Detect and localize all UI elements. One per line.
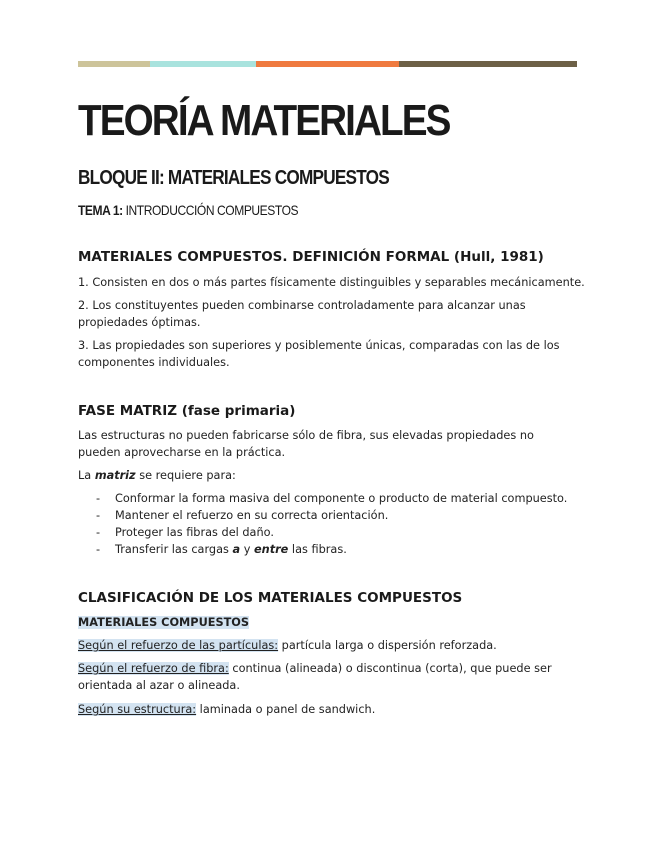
color-bar-segment-tan — [78, 61, 150, 67]
section-heading-classification: CLASIFICACIÓN DE LOS MATERIALES COMPUESTOS — [78, 590, 463, 606]
bullet-em-a: a — [232, 543, 241, 556]
classification-row-structure — [78, 701, 578, 718]
bullet-dash: - — [96, 492, 101, 505]
bullet-dash: - — [96, 526, 101, 539]
bullet-text: Proteger las fibras del daño. — [115, 526, 274, 539]
classification-subheading-text: MATERIALES COMPUESTOS — [78, 616, 250, 629]
list-item — [78, 524, 567, 541]
bullet-text-post: las fibras. — [288, 543, 347, 556]
classification-label-structure: Según su estructura: — [78, 703, 197, 716]
topic-text: INTRODUCCIÓN COMPUESTOS — [122, 202, 299, 218]
definition-item-1: 1. Consisten en dos o más partes físicamente distinguibles y separables mecánicamente. — [78, 276, 585, 289]
list-item — [78, 507, 567, 524]
classification-label-fiber: Según el refuerzo de fibra: — [78, 662, 229, 675]
matrix-requires-post: se requiere para: — [135, 469, 236, 482]
bullet-text: Mantener el refuerzo en su correcta orientación. — [115, 509, 389, 522]
color-bar-segment-brown — [399, 61, 577, 67]
matrix-requires — [78, 467, 578, 484]
topic-line — [78, 201, 298, 219]
color-bar-segment-aqua — [150, 61, 256, 67]
decorative-color-bar — [78, 61, 577, 67]
matrix-bullet-list — [78, 490, 567, 558]
definition-item-3: 3. Las propiedades son superiores y posiblemente únicas, comparadas con las de los componentes individuales. — [78, 339, 560, 369]
classification-row-fiber — [78, 660, 578, 694]
classification-row-particles — [78, 637, 578, 654]
bullet-text-mid: y — [240, 543, 254, 556]
definition-item-2: 2. Los constituyentes pueden combinarse controladamente para alcanzar unas propiedades óptimas. — [78, 299, 526, 329]
classification-subheading — [78, 614, 578, 631]
topic-label: TEMA 1: — [78, 202, 123, 218]
document-title: TEORÍA MATERIALES — [78, 96, 450, 145]
document-subtitle: BLOQUE II: MATERIALES COMPUESTOS — [78, 167, 389, 189]
section-heading-definition: MATERIALES COMPUESTOS. DEFINICIÓN FORMAL (Hull, 1981) — [78, 249, 544, 265]
list-item — [78, 541, 567, 558]
classification-text-particles: partícula larga o dispersión reforzada. — [278, 639, 497, 652]
bullet-dash: - — [96, 509, 101, 522]
classification-text-fiber: continua (alineada) o discontinua (corta), que puede ser orientada al azar o alineada. — [78, 662, 552, 692]
matrix-term: matriz — [94, 469, 136, 482]
list-item — [78, 490, 567, 507]
bullet-dash: - — [96, 543, 101, 556]
bullet-text: Conformar la forma masiva del componente o producto de material compuesto. — [115, 492, 568, 505]
matrix-intro: Las estructuras no pueden fabricarse sólo de fibra, sus elevadas propiedades no pueden aprovecharse en la práctica. — [78, 429, 534, 459]
classification-text-structure: laminada o panel de sandwich. — [196, 703, 376, 716]
bullet-text-pre: Transferir las cargas — [115, 543, 233, 556]
bullet-em-entre: entre — [254, 543, 289, 556]
section-heading-matrix: FASE MATRIZ (fase primaria) — [78, 403, 296, 419]
classification-label-particles: Según el refuerzo de las partículas: — [78, 639, 279, 652]
color-bar-segment-orange — [256, 61, 399, 67]
matrix-requires-pre: La — [78, 469, 95, 482]
